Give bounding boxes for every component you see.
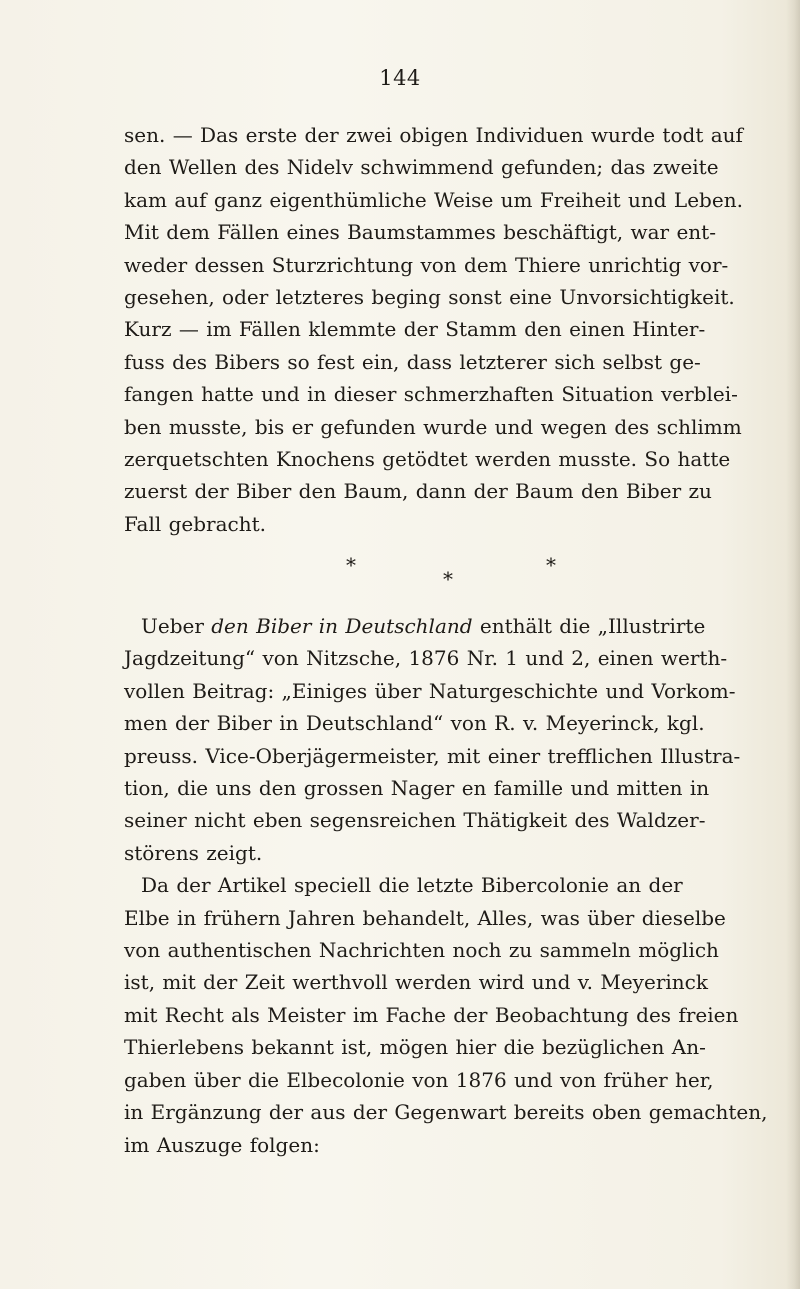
text-line: den Wellen des Nidelv schwimmend gefunden; das zweite	[124, 155, 719, 180]
text-line: weder dessen Sturzrichtung von dem Thiere unrichtig vor-	[124, 252, 729, 277]
text-line: Jagdzeitung“ von Nitzsche, 1876 Nr. 1 und 2, einen werth-	[124, 646, 728, 671]
section-separator-asterisks	[0, 553, 800, 593]
text-line: von authentischen Nachrichten noch zu sammeln möglich	[124, 938, 719, 963]
text-line: ben musste, bis er gefunden wurde und wegen des schlimm	[124, 414, 742, 439]
text-line: gesehen, oder letzteres beging sonst eine Unvorsichtigkeit.	[124, 285, 735, 310]
text-line: im Auszuge folgen:	[124, 1132, 320, 1157]
text-line	[124, 610, 792, 642]
text-run: enthält die „Illustrirte	[472, 614, 706, 638]
text-line: fuss des Bibers so fest ein, dass letzterer sich selbst ge-	[124, 349, 701, 374]
text-line: men der Biber in Deutschland“ von R. v. Meyerinck, kgl.	[124, 711, 705, 736]
text-line: seiner nicht eben segensreichen Thätigkeit des Waldzer-	[124, 808, 706, 833]
text-line: störens zeigt.	[124, 840, 263, 865]
paragraph-beaver-death	[124, 119, 792, 540]
asterisk-right: *	[546, 553, 556, 577]
text-line: sen. — Das erste der zwei obigen Individuen wurde todt auf	[124, 123, 743, 147]
text-line: Thierlebens bekannt ist, mögen hier die bezüglichen An-	[124, 1035, 706, 1060]
italic-title: den Biber in Deutschland	[211, 614, 473, 638]
text-line: mit Recht als Meister im Fache der Beobachtung des freien	[124, 1002, 739, 1027]
text-line: Kurz — im Fällen klemmte der Stamm den einen Hinter-	[124, 317, 706, 342]
text-line: gaben über die Elbecolonie von 1876 und von früher her,	[124, 1067, 714, 1092]
text-line: zerquetschten Knochens getödtet werden musste. So hatte	[124, 447, 731, 472]
paragraph-illustrirte-jagdzeitung	[124, 610, 792, 1161]
text-line: fangen hatte und in dieser schmerzhaften Situation verblei-	[124, 382, 738, 407]
text-line: ist, mit der Zeit werthvoll werden wird und v. Meyerinck	[124, 970, 708, 995]
text-line: zuerst der Biber den Baum, dann der Baum den Biber zu	[124, 479, 712, 504]
text-line: tion, die uns den grossen Nager en famille und mitten in	[124, 776, 710, 801]
text-line: vollen Beitrag: „Einiges über Naturgeschichte und Vorkom-	[124, 678, 736, 703]
asterisk-center: *	[443, 567, 453, 591]
text-line: Da der Artikel speciell die letzte Bibercolonie an der	[141, 873, 683, 898]
asterisk-left: *	[346, 553, 356, 577]
text-line: Mit dem Fällen eines Baumstammes beschäftigt, war ent-	[124, 220, 716, 245]
text-run: Ueber	[141, 614, 212, 638]
text-line: Elbe in frühern Jahren behandelt, Alles, was über dieselbe	[124, 905, 726, 930]
page-number: 144	[379, 66, 421, 90]
text-line: preuss. Vice-Oberjägermeister, mit einer trefflichen Illustra-	[124, 743, 741, 768]
text-line: in Ergänzung der aus der Gegenwart bereits oben gemachten,	[124, 1100, 768, 1125]
text-line: kam auf ganz eigenthümliche Weise um Freiheit und Leben.	[124, 187, 743, 212]
text-line: Fall gebracht.	[124, 511, 266, 536]
